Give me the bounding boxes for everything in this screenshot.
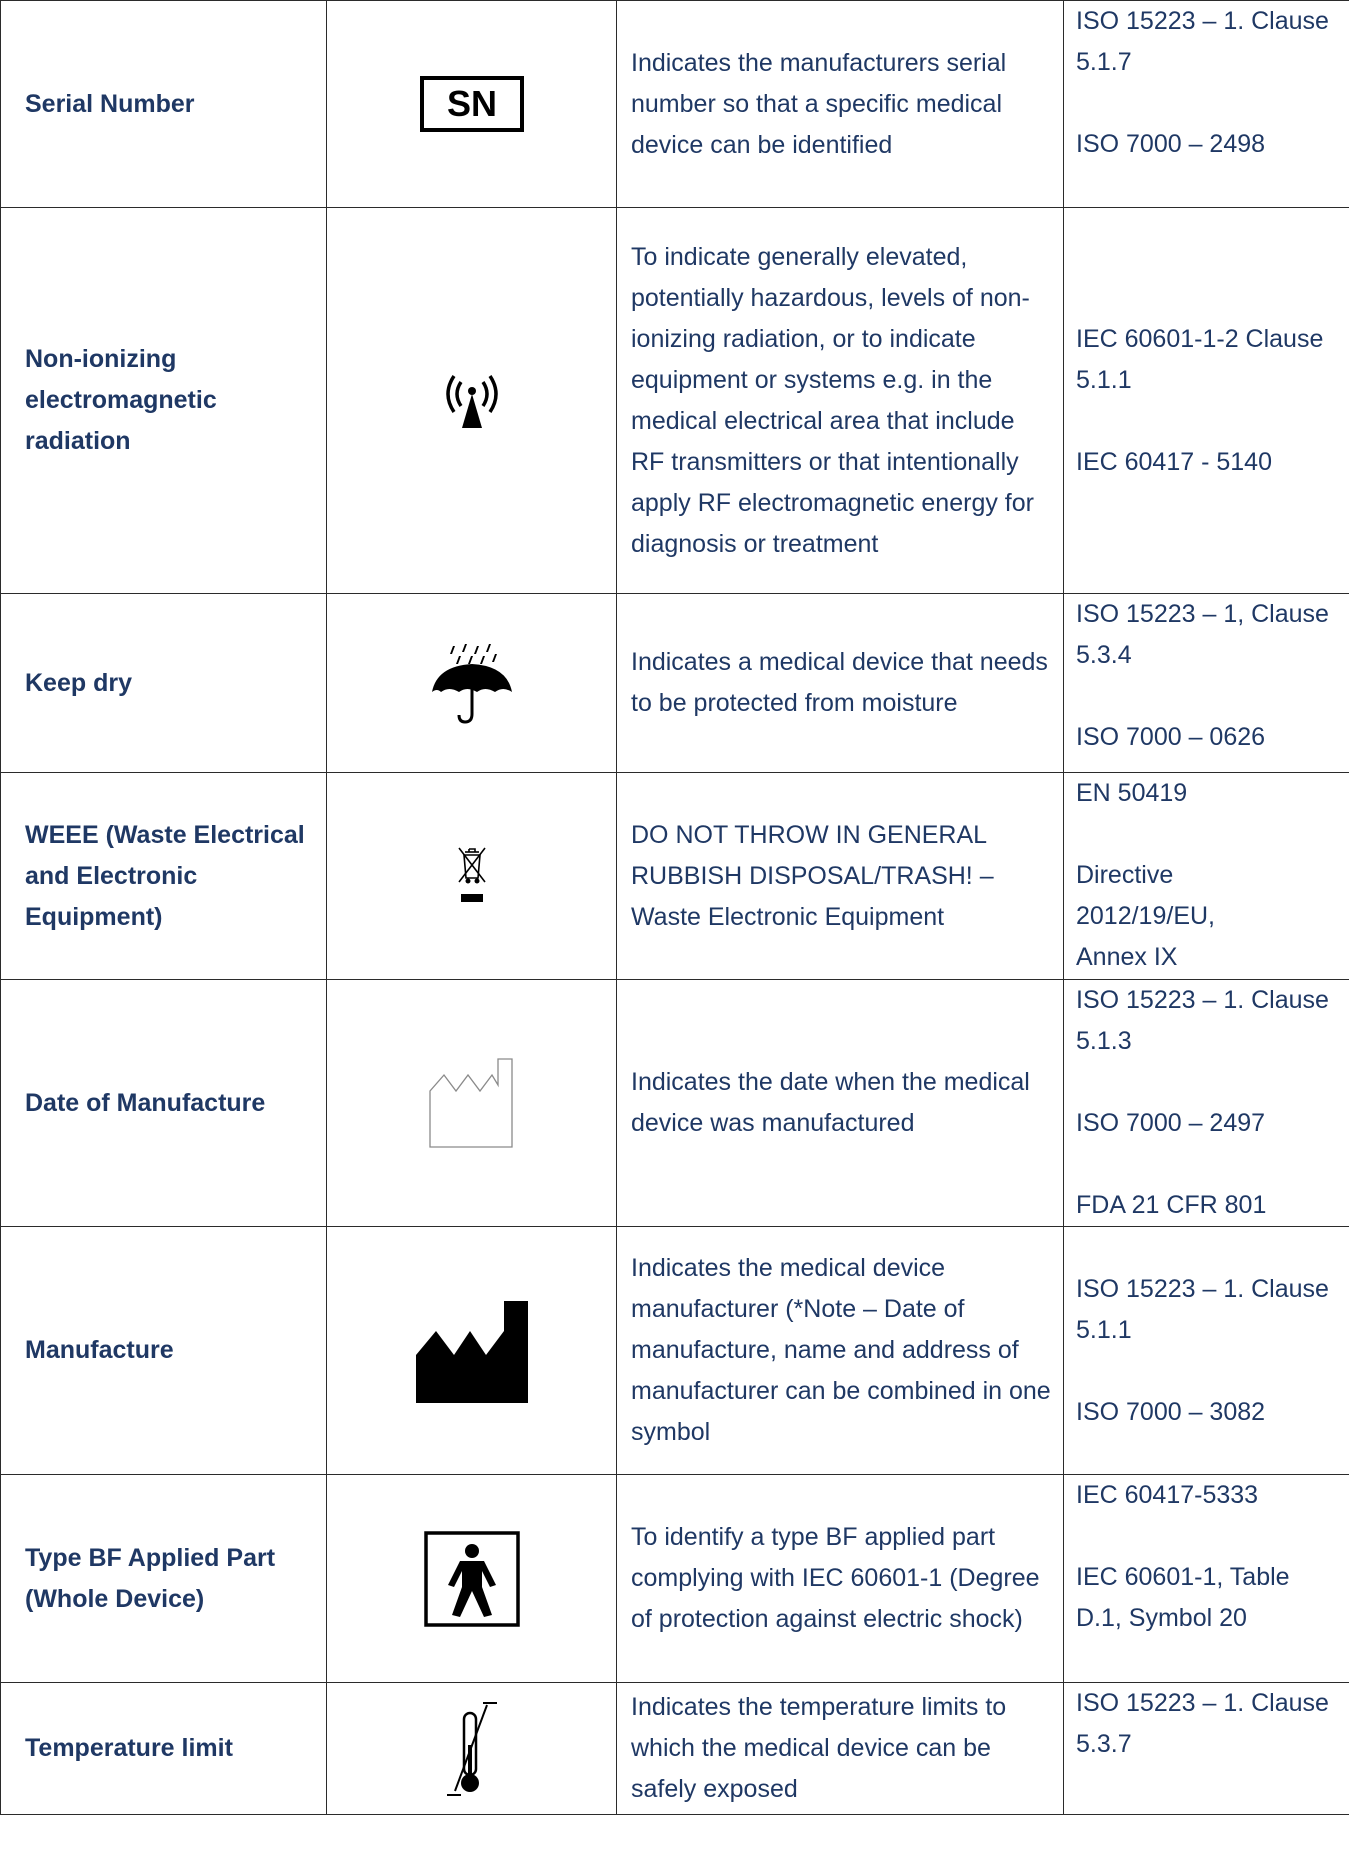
- standard-ref: FDA 21 CFR 801: [1076, 1191, 1267, 1219]
- standard-ref: ISO 15223 – 1. Clause 5.3.7: [1076, 1689, 1329, 1758]
- standard-ref: ISO 15223 – 1, Clause 5.3.4: [1076, 600, 1329, 669]
- symbol-name: Date of Manufacture: [1, 980, 327, 1227]
- table-row: [1, 773, 1349, 980]
- standards-cell: [1064, 1475, 1349, 1683]
- standard-ref: ISO 15223 – 1. Clause 5.1.3: [1076, 986, 1329, 1055]
- table-row: [1, 594, 1349, 773]
- standards-cell: [1064, 594, 1349, 773]
- symbol-name: Non-ionizing electromagnetic radiation: [1, 208, 327, 594]
- symbol-name: Temperature limit: [1, 1683, 327, 1815]
- non-ionizing-radiation-icon: [440, 372, 504, 430]
- standard-ref: ISO 7000 – 2498: [1076, 130, 1266, 158]
- standards-cell: [1064, 208, 1349, 594]
- symbol-name: Type BF Applied Part (Whole Device): [1, 1475, 327, 1683]
- table-row: [1, 1227, 1349, 1475]
- symbol-description: DO NOT THROW IN GENERAL RUBBISH DISPOSAL/TRASH! – Waste Electronic Equipment: [617, 773, 1064, 980]
- symbol-name: WEEE (Waste Electrical and Electronic Equipment): [1, 773, 327, 980]
- symbol-description: Indicates a medical device that needs to be protected from moisture: [617, 594, 1064, 773]
- keep-dry-umbrella-icon: [429, 642, 515, 724]
- symbol-name: Keep dry: [1, 594, 327, 773]
- standards-cell: [1064, 1683, 1349, 1815]
- standard-ref: ISO 15223 – 1. Clause 5.1.7: [1076, 7, 1329, 76]
- symbol-description: To identify a type BF applied part complying with IEC 60601-1 (Degree of protection against electric shock): [617, 1475, 1064, 1683]
- svg-text:SN: SN: [446, 83, 497, 124]
- symbol-name: Manufacture: [1, 1227, 327, 1475]
- symbol-description: Indicates the manufacturers serial number so that a specific medical device can be identified: [617, 1, 1064, 208]
- standards-cell: [1064, 1, 1349, 208]
- symbol-name: Serial Number: [1, 1, 327, 208]
- standard-ref: IEC 60601-1, Table D.1, Symbol 20: [1076, 1563, 1290, 1632]
- manufacturer-factory-icon: [414, 1299, 530, 1403]
- standard-ref: Directive 2012/19/EU, Annex IX: [1076, 861, 1215, 971]
- standard-ref: ISO 7000 – 2497: [1076, 1109, 1266, 1137]
- standard-ref: IEC 60417-5333: [1076, 1481, 1259, 1509]
- standard-ref: ISO 7000 – 3082: [1076, 1397, 1266, 1426]
- table-row: [1, 1, 1349, 208]
- standard-ref: ISO 15223 – 1. Clause 5.1.1: [1076, 1274, 1329, 1344]
- symbol-description: Indicates the date when the medical device was manufactured: [617, 980, 1064, 1227]
- temperature-limit-icon: [437, 1699, 507, 1799]
- symbol-description: Indicates the temperature limits to which the medical device can be safely exposed: [617, 1683, 1064, 1815]
- standards-cell: [1064, 773, 1349, 980]
- table-row: [1, 980, 1349, 1227]
- standard-ref: IEC 60417 - 5140: [1076, 447, 1272, 476]
- table-row: [1, 1683, 1349, 1815]
- standard-ref: EN 50419: [1076, 779, 1188, 807]
- standards-cell: [1064, 980, 1349, 1227]
- date-of-manufacture-icon: [426, 1055, 518, 1151]
- weee-crossed-bin-icon: [457, 844, 487, 908]
- symbol-description: Indicates the medical device manufacturer (*Note – Date of manufacture, name and address of manufacturer can be combined in one symbol: [617, 1227, 1064, 1475]
- symbol-description: To indicate generally elevated, potentially hazardous, levels of non-ionizing radiation, or to indicate equipment or systems e.g. in the medical electrical area that include RF transmitters or that intentionally apply RF electromagnetic energy for diagnosis or treatment: [617, 208, 1064, 594]
- standards-cell: [1064, 1227, 1349, 1475]
- table-row: [1, 1475, 1349, 1683]
- serial-number-icon: [420, 76, 524, 132]
- standard-ref: ISO 7000 – 0626: [1076, 723, 1266, 751]
- table-row: [1, 208, 1349, 594]
- type-bf-applied-part-icon: [424, 1531, 520, 1627]
- standard-ref: IEC 60601-1-2 Clause 5.1.1: [1076, 324, 1324, 394]
